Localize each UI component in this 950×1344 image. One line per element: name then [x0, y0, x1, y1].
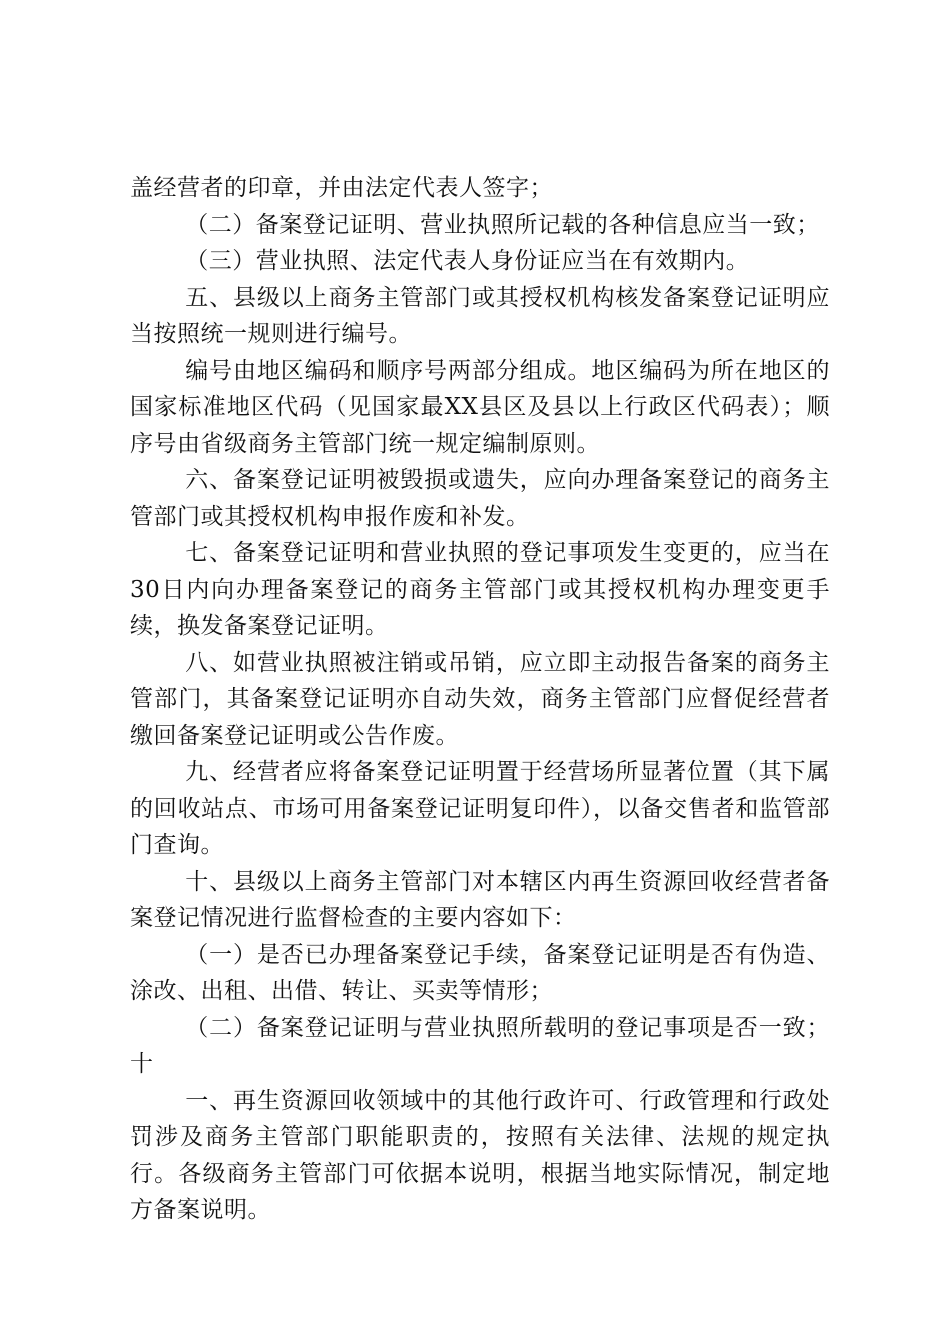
paragraph: 五、县级以上商务主管部门或其授权机构核发备案登记证明应当按照统一规则进行编号。 [130, 284, 830, 347]
paragraph: 编号由地区编码和顺序号两部分组成。地区编码为所在地区的国家标准地区代码（见国家最XX县区及县以上行政区代码表）；顺序号由省级商务主管部门统一规定编制原则。 [130, 357, 830, 457]
document-body [130, 170, 830, 1229]
paragraph: （二）备案登记证明、营业执照所记载的各种信息应当一致； [185, 211, 820, 238]
paragraph: （一）是否已办理备案登记手续，备案登记证明是否有伪造、涂改、出租、出借、转让、买卖等情形； [130, 941, 830, 1004]
paragraph: 六、备案登记证明被毁损或遗失，应向办理备案登记的商务主管部门或其授权机构申报作废和补发。 [130, 467, 830, 530]
paragraph: （三）营业执照、法定代表人身份证应当在有效期内。 [185, 248, 750, 274]
paragraph: 八、如营业执照被注销或吊销，应立即主动报告备案的商务主管部门，其备案登记证明亦自动失效，商务主管部门应督促经营者缴回备案登记证明或公告作废。 [130, 649, 830, 749]
paragraph: 盖经营者的印章，并由法定代表人签字； [130, 175, 553, 201]
paragraph: 一、再生资源回收领域中的其他行政许可、行政管理和行政处罚涉及商务主管部门职能职责的，按照有关法律、法规的规定执行。各级商务主管部门可依据本说明，根据当地实际情况，制定地方备案说明。 [130, 1087, 830, 1223]
paragraph: 十、县级以上商务主管部门对本辖区内再生资源回收经营者备案登记情况进行监督检查的主要内容如下： [130, 868, 830, 931]
paragraph: 七、备案登记证明和营业执照的登记事项发生变更的，应当在30日内向办理备案登记的商务主管部门或其授权机构办理变更手续，换发备案登记证明。 [130, 540, 830, 639]
paragraph: 九、经营者应将备案登记证明置于经营场所显著位置（其下属的回收站点、市场可用备案登记证明复印件），以备交售者和监管部门查询。 [130, 759, 830, 858]
paragraph: （二）备案登记证明与营业执照所载明的登记事项是否一致；十 [130, 1014, 830, 1077]
